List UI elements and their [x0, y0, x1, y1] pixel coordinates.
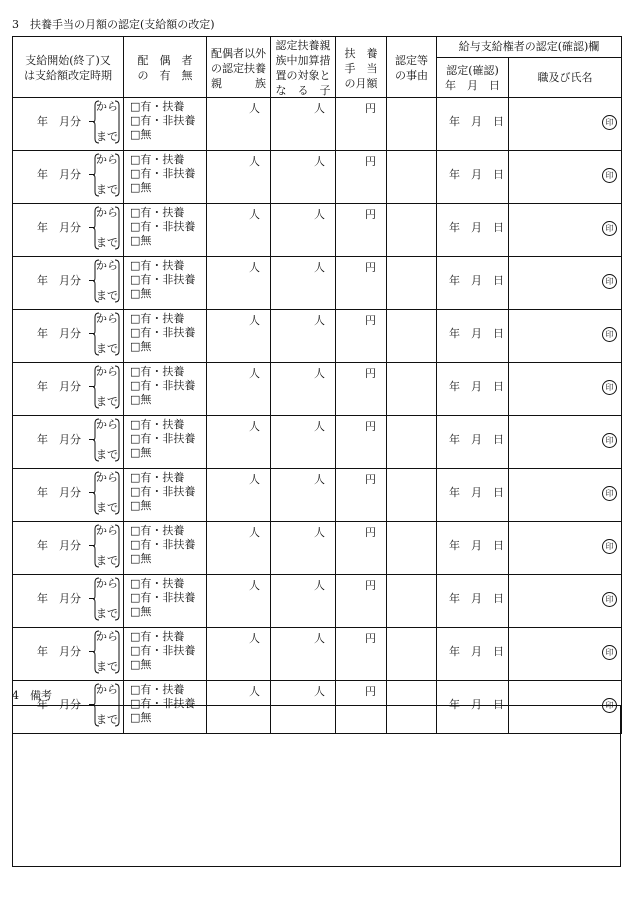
table-row [13, 310, 622, 363]
cert-date-cell[interactable] [437, 204, 509, 257]
header-reason: 認定等 の事由 [387, 37, 437, 98]
spouse-dependent-checkbox[interactable]: □有・扶養 [130, 259, 185, 272]
year-month-label: 年 月分 [37, 115, 81, 128]
child-addition-count[interactable]: 人 [271, 628, 336, 681]
spouse-none-checkbox[interactable]: □無 [130, 128, 152, 141]
reason-cell[interactable] [387, 204, 437, 257]
spouse-none-checkbox[interactable]: □無 [130, 552, 152, 565]
from-label: から [96, 471, 118, 484]
other-dependents-count[interactable]: 人 [207, 363, 271, 416]
spouse-options[interactable] [124, 98, 207, 151]
spouse-none-checkbox[interactable]: □無 [130, 605, 152, 618]
table-row [13, 98, 622, 151]
section3-title: 3 扶養手当の月額の認定(支給額の改定) [12, 18, 215, 31]
spouse-nondependent-checkbox[interactable]: □有・非扶養 [130, 379, 196, 392]
child-addition-count[interactable]: 人 [271, 98, 336, 151]
other-dependents-count[interactable]: 人 [207, 575, 271, 628]
spouse-nondependent-checkbox[interactable]: □有・非扶養 [130, 326, 196, 339]
seal-icon: 印 [602, 433, 617, 448]
spouse-none-checkbox[interactable]: □無 [130, 234, 152, 247]
to-label: まで [96, 713, 118, 726]
date-label: 年 月 日 [449, 380, 504, 393]
table-row [13, 628, 622, 681]
table-row [13, 151, 622, 204]
monthly-amount-cell[interactable]: 円 [336, 522, 387, 575]
seal-icon: 印 [602, 698, 617, 713]
reason-cell[interactable] [387, 469, 437, 522]
spouse-nondependent-checkbox[interactable]: □有・非扶養 [130, 220, 196, 233]
year-month-label: 年 月分 [37, 486, 81, 499]
from-label: から [96, 259, 118, 272]
monthly-amount-cell[interactable]: 円 [336, 416, 387, 469]
title-name-cell[interactable] [509, 416, 622, 469]
spouse-options[interactable] [124, 575, 207, 628]
year-month-label: 年 月分 [37, 645, 81, 658]
title-name-cell[interactable] [509, 204, 622, 257]
reason-cell[interactable] [387, 363, 437, 416]
seal-icon: 印 [602, 274, 617, 289]
seal-icon: 印 [602, 486, 617, 501]
to-label: まで [96, 554, 118, 567]
cert-date-cell[interactable] [437, 416, 509, 469]
other-dependents-count[interactable]: 人 [207, 522, 271, 575]
year-month-label: 年 月分 [37, 221, 81, 234]
monthly-amount-cell[interactable]: 円 [336, 151, 387, 204]
seal-icon: 印 [602, 539, 617, 554]
other-dependents-count[interactable]: 人 [207, 469, 271, 522]
child-addition-count[interactable]: 人 [271, 204, 336, 257]
seal-icon: 印 [602, 327, 617, 342]
other-dependents-count[interactable]: 人 [207, 204, 271, 257]
spouse-nondependent-checkbox[interactable]: □有・非扶養 [130, 591, 196, 604]
title-name-cell[interactable] [509, 469, 622, 522]
date-label: 年 月 日 [449, 539, 504, 552]
period-cell[interactable] [13, 310, 124, 363]
reason-cell[interactable] [387, 522, 437, 575]
from-label: から [96, 206, 118, 219]
reason-cell[interactable] [387, 575, 437, 628]
date-label: 年 月 日 [449, 115, 504, 128]
other-dependents-count[interactable]: 人 [207, 257, 271, 310]
to-label: まで [96, 183, 118, 196]
spouse-nondependent-checkbox[interactable]: □有・非扶養 [130, 697, 196, 710]
year-month-label: 年 月分 [37, 433, 81, 446]
title-name-cell[interactable] [509, 628, 622, 681]
period-cell[interactable] [13, 204, 124, 257]
table-row [13, 575, 622, 628]
child-addition-count[interactable]: 人 [271, 469, 336, 522]
child-addition-count[interactable]: 人 [271, 151, 336, 204]
remarks-box[interactable] [12, 705, 621, 867]
from-label: から [96, 577, 118, 590]
period-cell[interactable] [13, 522, 124, 575]
title-name-cell[interactable] [509, 363, 622, 416]
table-row [13, 363, 622, 416]
date-label: 年 月 日 [449, 327, 504, 340]
cert-date-cell[interactable] [437, 628, 509, 681]
from-label: から [96, 524, 118, 537]
to-label: まで [96, 289, 118, 302]
monthly-amount-cell[interactable]: 円 [336, 681, 387, 734]
monthly-amount-cell[interactable]: 円 [336, 310, 387, 363]
year-month-label: 年 月分 [37, 274, 81, 287]
date-label: 年 月 日 [449, 168, 504, 181]
spouse-none-checkbox[interactable]: □無 [130, 658, 152, 671]
cert-date-cell[interactable] [437, 98, 509, 151]
spouse-dependent-checkbox[interactable]: □有・扶養 [130, 524, 185, 537]
title-name-cell[interactable] [509, 257, 622, 310]
date-label: 年 月 日 [449, 274, 504, 287]
header-spouse: 配 偶 者 の 有 無 [124, 37, 207, 98]
spouse-nondependent-checkbox[interactable]: □有・非扶養 [130, 273, 196, 286]
other-dependents-count[interactable]: 人 [207, 151, 271, 204]
date-label: 年 月 日 [449, 592, 504, 605]
cert-date-cell[interactable] [437, 151, 509, 204]
title-name-cell[interactable] [509, 98, 622, 151]
to-label: まで [96, 236, 118, 249]
other-dependents-count[interactable]: 人 [207, 416, 271, 469]
header-other-dependents: 配偶者以外 の認定扶養 親 族 [207, 37, 271, 98]
to-label: まで [96, 342, 118, 355]
allowance-table [12, 36, 622, 734]
year-month-label: 年 月分 [37, 539, 81, 552]
reason-cell[interactable] [387, 628, 437, 681]
other-dependents-count[interactable]: 人 [207, 628, 271, 681]
table-row [13, 204, 622, 257]
spouse-none-checkbox[interactable]: □無 [130, 446, 152, 459]
cert-date-cell[interactable] [437, 363, 509, 416]
from-label: から [96, 630, 118, 643]
monthly-amount-cell[interactable]: 円 [336, 469, 387, 522]
period-cell[interactable] [13, 363, 124, 416]
from-label: から [96, 100, 118, 113]
spouse-dependent-checkbox[interactable]: □有・扶養 [130, 365, 185, 378]
spouse-dependent-checkbox[interactable]: □有・扶養 [130, 153, 185, 166]
spouse-nondependent-checkbox[interactable]: □有・非扶養 [130, 485, 196, 498]
spouse-options[interactable] [124, 151, 207, 204]
from-label: から [96, 418, 118, 431]
spouse-nondependent-checkbox[interactable]: □有・非扶養 [130, 167, 196, 180]
monthly-amount-cell[interactable]: 円 [336, 98, 387, 151]
section4-title: 4 備考 [12, 689, 52, 702]
spouse-options[interactable] [124, 257, 207, 310]
period-cell[interactable] [13, 98, 124, 151]
child-addition-count[interactable]: 人 [271, 310, 336, 363]
monthly-amount-cell[interactable]: 円 [336, 257, 387, 310]
spouse-dependent-checkbox[interactable]: □有・扶養 [130, 100, 185, 113]
reason-cell[interactable] [387, 310, 437, 363]
spouse-nondependent-checkbox[interactable]: □有・非扶養 [130, 644, 196, 657]
to-label: まで [96, 501, 118, 514]
spouse-options[interactable] [124, 363, 207, 416]
spouse-dependent-checkbox[interactable]: □有・扶養 [130, 630, 185, 643]
year-month-label: 年 月分 [37, 698, 81, 711]
other-dependents-count[interactable]: 人 [207, 98, 271, 151]
to-label: まで [96, 395, 118, 408]
to-label: まで [96, 660, 118, 673]
spouse-options[interactable] [124, 522, 207, 575]
spouse-dependent-checkbox[interactable]: □有・扶養 [130, 418, 185, 431]
monthly-amount-cell[interactable]: 円 [336, 575, 387, 628]
cert-date-cell[interactable] [437, 257, 509, 310]
child-addition-count[interactable]: 人 [271, 575, 336, 628]
table-row [13, 522, 622, 575]
year-month-label: 年 月分 [37, 592, 81, 605]
seal-icon: 印 [602, 221, 617, 236]
period-cell[interactable] [13, 151, 124, 204]
reason-cell[interactable] [387, 151, 437, 204]
to-label: まで [96, 130, 118, 143]
spouse-dependent-checkbox[interactable]: □有・扶養 [130, 683, 185, 696]
header-child-addition: 認定扶養親 族中加算措 置の対象と な る 子 [271, 37, 336, 98]
spouse-none-checkbox[interactable]: □無 [130, 393, 152, 406]
seal-icon: 印 [602, 380, 617, 395]
other-dependents-count[interactable]: 人 [207, 681, 271, 734]
child-addition-count[interactable]: 人 [271, 681, 336, 734]
period-cell[interactable] [13, 469, 124, 522]
header-period: 支給開始(終了)又 は支給額改定時期 [13, 37, 124, 98]
other-dependents-count[interactable]: 人 [207, 310, 271, 363]
date-label: 年 月 日 [449, 221, 504, 234]
monthly-amount-cell[interactable]: 円 [336, 628, 387, 681]
spouse-nondependent-checkbox[interactable]: □有・非扶養 [130, 432, 196, 445]
spouse-none-checkbox[interactable]: □無 [130, 499, 152, 512]
spouse-dependent-checkbox[interactable]: □有・扶養 [130, 312, 185, 325]
spouse-options[interactable] [124, 416, 207, 469]
spouse-dependent-checkbox[interactable]: □有・扶養 [130, 577, 185, 590]
to-label: まで [96, 448, 118, 461]
spouse-options[interactable] [124, 204, 207, 257]
reason-cell[interactable] [387, 98, 437, 151]
header-monthly-amount: 扶 養 手 当 の月額 [336, 37, 387, 98]
to-label: まで [96, 607, 118, 620]
spouse-dependent-checkbox[interactable]: □有・扶養 [130, 471, 185, 484]
period-cell[interactable] [13, 257, 124, 310]
seal-icon: 印 [602, 168, 617, 183]
from-label: から [96, 312, 118, 325]
header-cert-date: 認定(確認) 年 月 日 [437, 57, 509, 97]
year-month-label: 年 月分 [37, 380, 81, 393]
reason-cell[interactable] [387, 416, 437, 469]
spouse-none-checkbox[interactable]: □無 [130, 711, 152, 724]
title-name-cell[interactable] [509, 151, 622, 204]
cert-date-cell[interactable] [437, 575, 509, 628]
child-addition-count[interactable]: 人 [271, 416, 336, 469]
cert-date-cell[interactable] [437, 522, 509, 575]
header-title-name: 職及び氏名 [509, 57, 622, 97]
child-addition-count[interactable]: 人 [271, 363, 336, 416]
child-addition-count[interactable]: 人 [271, 257, 336, 310]
cert-date-cell[interactable] [437, 310, 509, 363]
period-cell[interactable] [13, 575, 124, 628]
date-label: 年 月 日 [449, 486, 504, 499]
table-row [13, 469, 622, 522]
date-label: 年 月 日 [449, 433, 504, 446]
seal-icon: 印 [602, 115, 617, 130]
period-cell[interactable] [13, 416, 124, 469]
spouse-options[interactable] [124, 469, 207, 522]
year-month-label: 年 月分 [37, 168, 81, 181]
spouse-options[interactable] [124, 310, 207, 363]
monthly-amount-cell[interactable]: 円 [336, 363, 387, 416]
from-label: から [96, 153, 118, 166]
date-label: 年 月 日 [449, 698, 504, 711]
title-name-cell[interactable] [509, 522, 622, 575]
reason-cell[interactable] [387, 257, 437, 310]
period-cell[interactable] [13, 628, 124, 681]
table-row [13, 257, 622, 310]
from-label: から [96, 365, 118, 378]
date-label: 年 月 日 [449, 645, 504, 658]
spouse-none-checkbox[interactable]: □無 [130, 287, 152, 300]
spouse-none-checkbox[interactable]: □無 [130, 340, 152, 353]
table-row [13, 416, 622, 469]
title-name-cell[interactable] [509, 310, 622, 363]
spouse-nondependent-checkbox[interactable]: □有・非扶養 [130, 538, 196, 551]
year-month-label: 年 月分 [37, 327, 81, 340]
monthly-amount-cell[interactable]: 円 [336, 204, 387, 257]
from-label: から [96, 683, 118, 696]
child-addition-count[interactable]: 人 [271, 522, 336, 575]
spouse-none-checkbox[interactable]: □無 [130, 181, 152, 194]
seal-icon: 印 [602, 645, 617, 660]
seal-icon: 印 [602, 592, 617, 607]
cert-date-cell[interactable] [437, 469, 509, 522]
spouse-options[interactable] [124, 628, 207, 681]
spouse-nondependent-checkbox[interactable]: □有・非扶養 [130, 114, 196, 127]
title-name-cell[interactable] [509, 575, 622, 628]
header-authority: 給与支給権者の認定(確認)欄 [437, 37, 622, 58]
spouse-dependent-checkbox[interactable]: □有・扶養 [130, 206, 185, 219]
